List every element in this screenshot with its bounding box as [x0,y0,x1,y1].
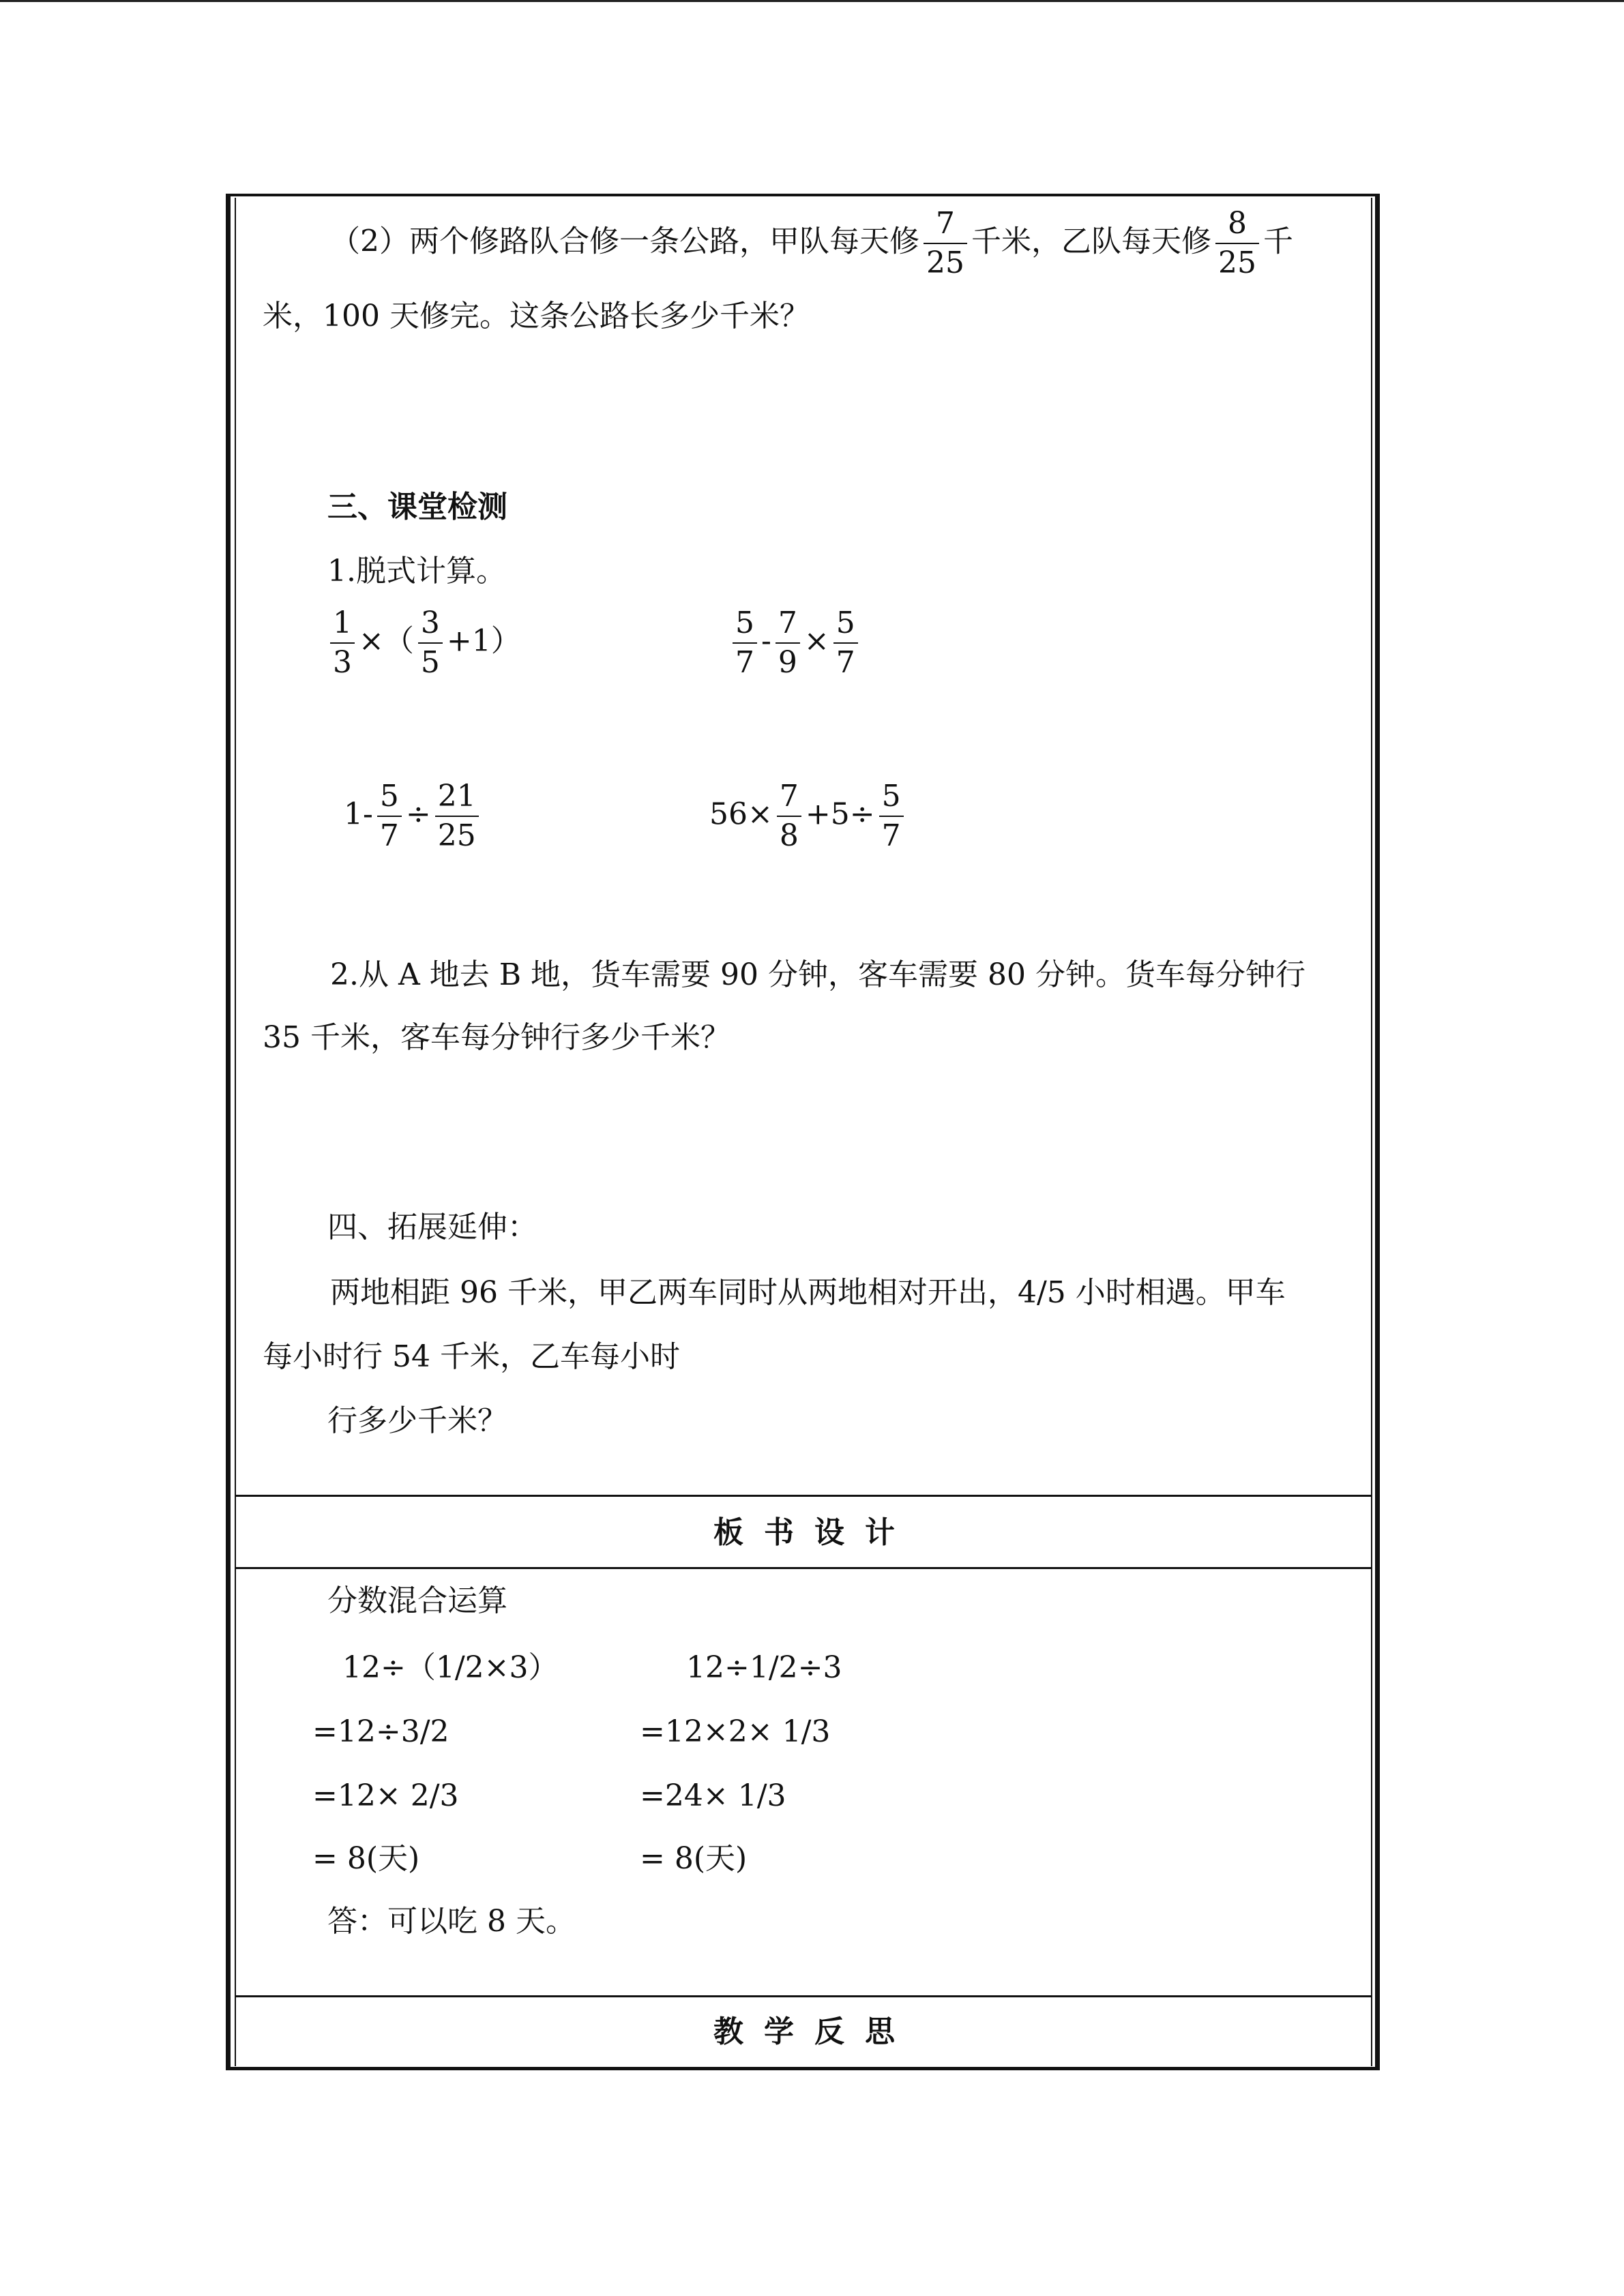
fraction-numerator: 5 [733,608,757,644]
operator: +5÷ [805,796,875,832]
section-3-item-2-line-1: 2.从 A 地去 B 地，货车需要 90 分钟，客车需要 80 分钟。货车每分钟行 [330,957,1305,992]
section-3-item-2-line-2: 35 千米，客车每分钟行多少千米？ [263,1020,730,1055]
fraction-denominator: 25 [926,245,964,280]
fraction-8-25 [1215,206,1259,280]
operator: 1- [344,796,373,832]
fraction-5-7 [833,608,858,678]
fraction-denominator: 7 [735,645,754,680]
divider-reflection-top [235,1995,1372,1997]
fraction-denominator: 7 [836,645,855,680]
expression-2 [728,608,862,678]
fraction-numerator: 7 [776,608,800,644]
fraction-denominator: 5 [420,645,440,680]
board-left-step-3: =12× 2/3 [312,1778,459,1813]
fraction-7-8 [777,781,801,851]
fraction-5-7 [733,608,757,678]
fraction-denominator: 25 [437,818,476,853]
board-left-step-1: 12÷（1/2×3） [342,1650,559,1685]
q2-text-a: （2）两个修路队合修一条公路，甲队每天修 [330,224,919,259]
fraction-5-7 [879,781,904,851]
board-right-step-2: =12×2× 1/3 [640,1714,831,1749]
board-left-step-4: = 8(天) [312,1841,420,1876]
board-answer: 答：可以吃 8 天。 [327,1904,576,1939]
operator: × [803,623,829,659]
board-title: 分数混合运算 [327,1583,507,1618]
fraction-3-5 [418,608,443,678]
fraction-numerator: 3 [418,608,443,644]
section-4-line-1: 两地相距 96 千米，甲乙两车同时从两地相对开出，4/5 小时相遇。甲车 [330,1275,1286,1310]
fraction-5-7 [377,781,402,851]
fraction-numerator: 5 [833,608,858,644]
board-right-step-1: 12÷1/2÷3 [686,1650,842,1685]
divider-board-top [235,1495,1372,1497]
fraction-7-9 [776,608,800,678]
page-top-border [0,0,1624,2]
fraction-numerator: 5 [879,781,904,817]
expression-3 [344,781,483,851]
fraction-numerator: 7 [777,781,801,817]
operator: ×（ [359,623,414,659]
divider-board-bottom [235,1567,1372,1569]
fraction-denominator: 7 [881,818,901,853]
board-left-step-2: =12÷3/2 [312,1714,449,1749]
fraction-1-3 [330,608,355,678]
q2-line-1 [330,206,1293,280]
fraction-denominator: 25 [1218,245,1256,280]
fraction-numerator: 5 [377,781,402,817]
operator: - [761,623,771,659]
fraction-denominator: 7 [379,818,399,853]
operator: 56× [709,796,773,832]
q2-line-2: 米，100 天修完。这条公路长多少千米？ [263,299,810,333]
fraction-numerator: 21 [435,781,479,817]
fraction-numerator: 8 [1215,209,1259,244]
q2-text-c: 千 [1263,224,1293,259]
section-3-title: 三、课堂检测 [327,490,507,524]
expression-4 [709,781,908,851]
board-right-step-4: = 8(天) [640,1841,748,1876]
q2-text-b: 千米，乙队每天修 [971,224,1211,259]
section-3-item-1: 1.脱式计算。 [327,554,506,588]
fraction-denominator: 3 [333,645,352,680]
fraction-denominator: 9 [778,645,797,680]
fraction-numerator: 1 [330,608,355,644]
expression-1 [326,608,521,678]
board-design-heading: 板书设计 [713,1515,915,1550]
operator: ÷ [405,796,431,832]
fraction-denominator: 8 [779,818,799,853]
board-right-step-3: =24× 1/3 [640,1778,786,1813]
fraction-7-25 [924,206,967,280]
fraction-numerator: 7 [924,209,967,244]
fraction-21-25 [435,781,479,851]
section-4-line-2: 每小时行 54 千米，乙车每小时 [263,1339,680,1374]
teaching-reflection-heading: 教学反思 [713,2014,915,2049]
operator: +1） [446,623,521,659]
section-4-line-3: 行多少千米？ [327,1403,507,1438]
section-4-title: 四、拓展延伸： [327,1210,537,1244]
